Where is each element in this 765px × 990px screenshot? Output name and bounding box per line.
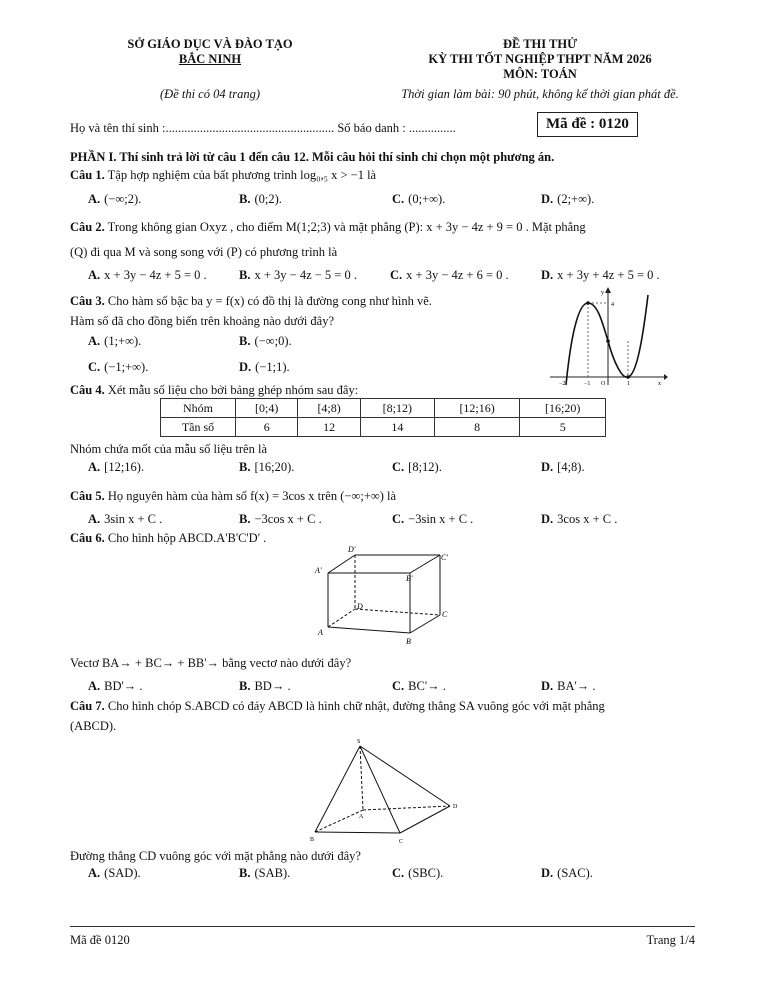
- table-header-cell: Tần số: [161, 418, 236, 437]
- q2-option-d: x + 3y + 4z + 5 = 0 .: [557, 268, 660, 282]
- footer-page-number: Trang 1/4: [646, 933, 695, 947]
- q7-option-a: (SAD).: [104, 866, 141, 880]
- q2-option-b: x + 3y − 4z − 5 = 0 .: [254, 268, 357, 282]
- graph-y-label: y: [601, 290, 604, 296]
- exam-type: ĐỀ THI THỬ: [502, 37, 578, 51]
- table-cell: 5: [520, 418, 606, 437]
- graph-x-tick-neg2: −2: [559, 381, 566, 387]
- q7-text-1: Cho hình chóp S.ABCD có đáy ABCD là hình chữ nhật, đường thẳng SA vuông góc với mặt phẳng: [107, 699, 605, 713]
- fig7-label-b: B: [310, 837, 315, 843]
- q7-option-b: (SAB).: [254, 866, 291, 880]
- q1-text: Tập hợp nghiệm của bất phương trình log₀,₅ x > −1 là: [107, 168, 377, 182]
- q1-option-a: (−∞;2).: [104, 192, 142, 206]
- q3-label: Câu 3.: [70, 294, 105, 308]
- table-cell: 12: [298, 418, 360, 437]
- fig6-label-b: B: [406, 637, 411, 646]
- q2-text-1: Trong không gian Oxyz , cho điểm M(1;2;3) và mặt phẳng (P): x + 3y − 4z + 9 = 0 . Mặt phẳng: [107, 220, 586, 234]
- table-cell: [16;20): [520, 399, 606, 418]
- q3-option-c: (−1;+∞).: [104, 360, 149, 374]
- q4-option-a: [12;16).: [104, 460, 145, 474]
- province-name: BẮC NINH: [178, 52, 242, 66]
- table-cell: [4;8): [298, 399, 360, 418]
- table-row: [161, 399, 606, 418]
- q1-option-c: (0;+∞).: [408, 192, 446, 206]
- q6-label: Câu 6.: [70, 531, 105, 545]
- q1-option-b: (0;2).: [254, 192, 282, 206]
- q7-option-d: (SAC).: [557, 866, 593, 880]
- pyramid-figure: [305, 736, 465, 848]
- q2-label: Câu 2.: [70, 220, 105, 234]
- fig6-label-d: D: [357, 602, 363, 611]
- fig7-label-c: C: [399, 839, 404, 845]
- q5-label: Câu 5.: [70, 489, 105, 503]
- subject: MÔN: TOÁN: [503, 67, 577, 81]
- q5-option-d: 3cos x + C .: [557, 512, 618, 526]
- graph-x-label: x: [658, 381, 661, 387]
- table-cell: [12;16): [434, 399, 520, 418]
- q2-option-a: x + 3y − 4z + 5 = 0 .: [104, 268, 207, 282]
- q6-question: Vectơ BA→ + BC→ + BB'→ bằng vectơ nào dưới đây?: [70, 656, 352, 670]
- fig7-label-d: D: [453, 804, 458, 810]
- fig6-label-cprime: C': [441, 553, 449, 562]
- q2-option-c: x + 3y − 4z + 6 = 0 .: [406, 268, 509, 282]
- q4-label: Câu 4.: [70, 383, 105, 397]
- part1-instruction: PHẦN I. Thí sinh trả lời từ câu 1 đến câu 12. Mỗi câu hỏi thí sinh chỉ chọn một phương án.: [70, 150, 555, 164]
- table-row: [161, 418, 606, 437]
- q1-option-d: (2;+∞).: [557, 192, 595, 206]
- table-cell: [0;4): [236, 399, 298, 418]
- fig6-label-dprime: D': [348, 545, 356, 554]
- table-cell: 8: [434, 418, 520, 437]
- q2-text-2: (Q) đi qua M và song song với (P) có phương trình là: [70, 245, 338, 259]
- q3-option-d: (−1;1).: [255, 360, 290, 374]
- fig7-label-a: A: [359, 814, 364, 820]
- fig6-label-a: A: [318, 628, 323, 637]
- graph-origin: O: [601, 381, 606, 387]
- exam-code-box: Mã đề : 0120: [537, 112, 638, 137]
- q6-option-a: BD'→ .: [104, 679, 143, 693]
- fig7-label-s: S: [357, 739, 361, 745]
- q4-option-c: [8;12).: [408, 460, 442, 474]
- q7-text-2: (ABCD).: [70, 719, 117, 733]
- q3-text-1: Cho hàm số bậc ba y = f(x) có đồ thị là đường cong như hình vẽ.: [107, 294, 432, 308]
- exam-title: KỲ THI TỐT NGHIỆP THPT NĂM 2026: [428, 52, 652, 66]
- q3-text-2: Hàm số đã cho đồng biến trên khoảng nào dưới đây?: [70, 314, 335, 328]
- graph-y-tick: 4: [611, 302, 614, 308]
- fig6-label-c: C: [442, 610, 448, 619]
- table-cell: [8;12): [360, 399, 434, 418]
- q6-option-b: BD→ .: [254, 679, 291, 693]
- table-header-cell: Nhóm: [161, 399, 236, 418]
- time-note: Thời gian làm bài: 90 phút, không kể thời gian phát đề.: [401, 87, 679, 101]
- q4-option-b: [16;20).: [254, 460, 295, 474]
- q3-option-b: (−∞;0).: [254, 334, 292, 348]
- footer-divider: [70, 926, 695, 927]
- q6-text: Cho hình hộp ABCD.A'B'C'D' .: [107, 531, 267, 545]
- graph-x-tick-neg1: −1: [584, 381, 591, 387]
- student-info-line: Họ và tên thí sinh :...................................................... Số báo danh : ...............: [70, 121, 456, 135]
- q4-text: Xét mẫu số liệu cho bởi bảng ghép nhóm sau đây:: [107, 383, 359, 397]
- frequency-table: [160, 398, 606, 437]
- cubic-graph: [548, 285, 668, 390]
- table-cell: 14: [360, 418, 434, 437]
- q5-option-b: −3cos x + C .: [254, 512, 322, 526]
- q5-option-a: 3sin x + C .: [104, 512, 163, 526]
- q7-option-c: (SBC).: [408, 866, 444, 880]
- footer-exam-code: Mã đề 0120: [70, 933, 130, 947]
- page-count-note: (Đề thi có 04 trang): [160, 87, 260, 101]
- parallelepiped-figure: [310, 543, 460, 648]
- q6-option-d: BA'→ .: [557, 679, 596, 693]
- table-cell: 6: [236, 418, 298, 437]
- fig6-label-aprime: A': [315, 566, 322, 575]
- fig6-label-bprime: B': [406, 574, 413, 583]
- q5-option-c: −3sin x + C .: [408, 512, 474, 526]
- q6-option-c: BC'→ .: [408, 679, 446, 693]
- graph-x-tick-1: 1: [627, 381, 630, 387]
- q4-question: Nhóm chứa mốt của mẫu số liệu trên là: [70, 442, 267, 456]
- q7-label: Câu 7.: [70, 699, 105, 713]
- q1-label: Câu 1.: [70, 168, 105, 182]
- q4-option-d: [4;8).: [557, 460, 585, 474]
- q3-option-a: (1;+∞).: [104, 334, 142, 348]
- q7-question: Đường thẳng CD vuông góc với mặt phẳng nào dưới đây?: [70, 849, 361, 863]
- department-name: SỞ GIÁO DỤC VÀ ĐÀO TẠO: [127, 37, 293, 51]
- q5-text: Họ nguyên hàm của hàm số f(x) = 3cos x trên (−∞;+∞) là: [107, 489, 397, 503]
